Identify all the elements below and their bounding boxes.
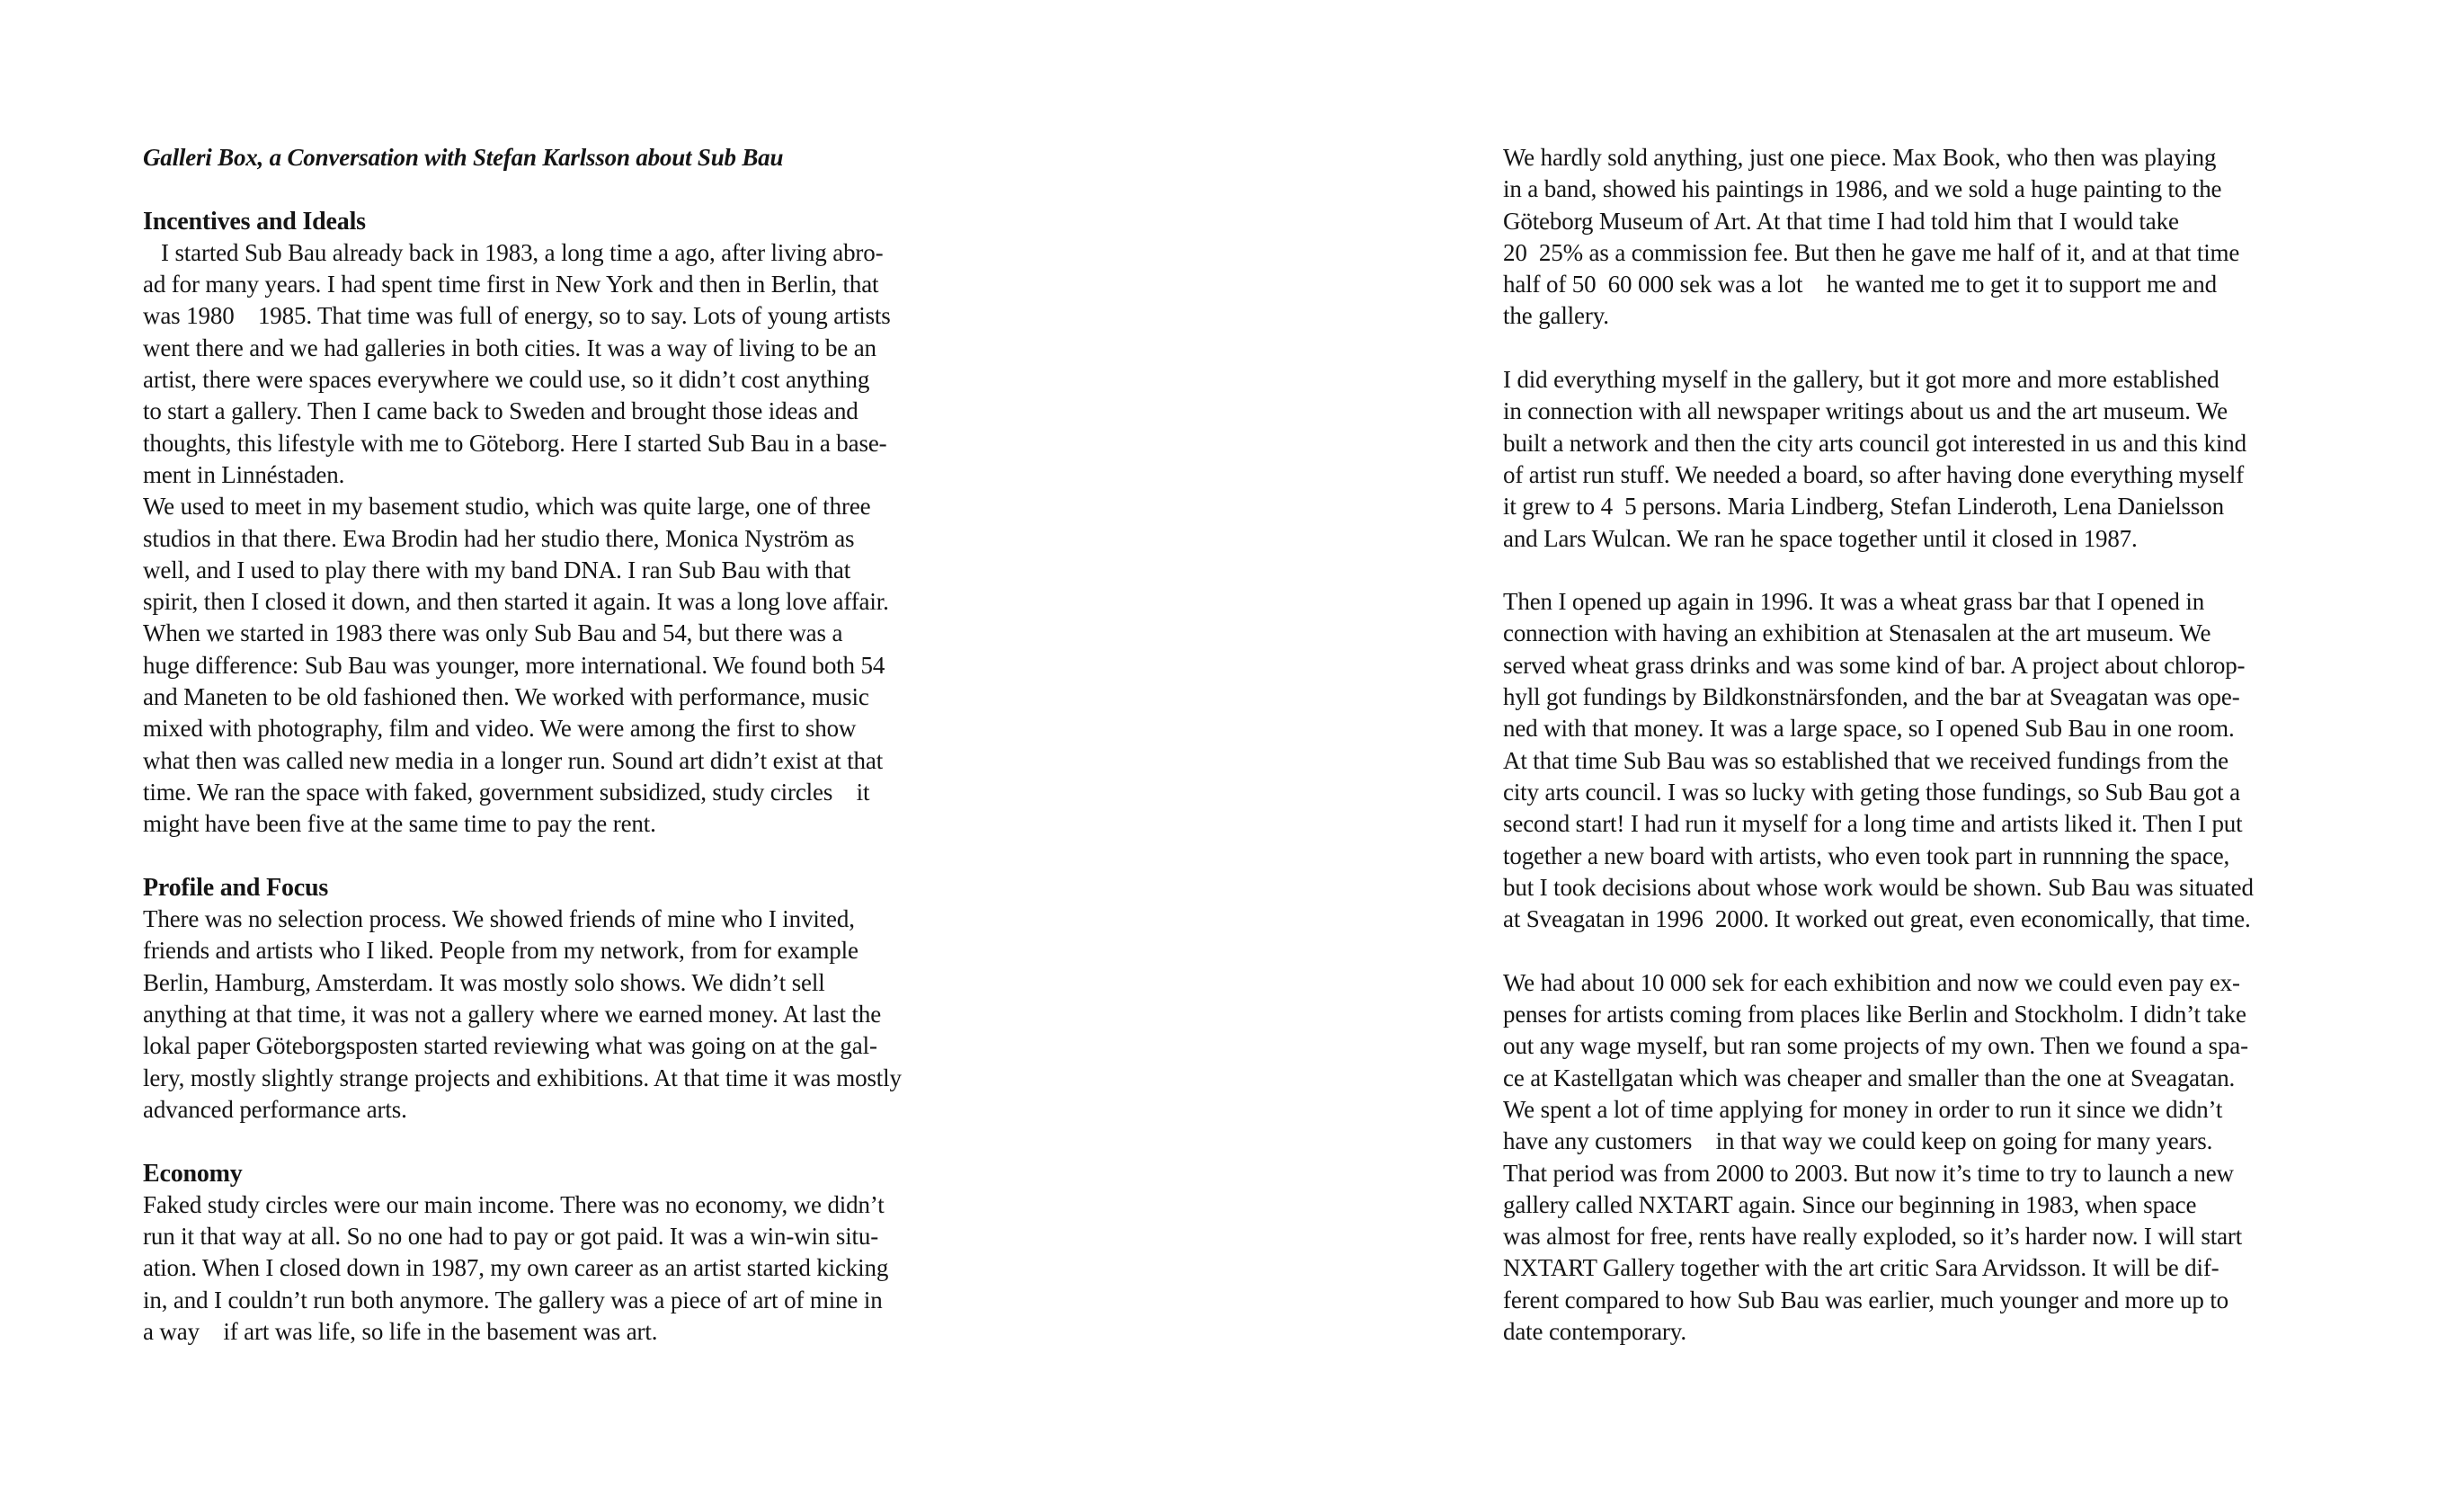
document-title: Galleri Box, a Conversation with Stefan Karlsson about Sub Bau [143, 144, 784, 171]
text-line: hyll got fundings by Bildkonstnärsfonden, and the bar at Sveagatan was ope- [1503, 683, 2240, 711]
text-line: advanced performance arts. [143, 1095, 407, 1123]
text-line: together a new board with artists, who even took part in runnning the space, [1503, 841, 2230, 869]
text-line: I did everything myself in the gallery, but it got more and more established [1503, 366, 2219, 394]
blank-line [1503, 555, 2339, 586]
section-incentives-and-ideals [143, 206, 979, 841]
text-line: We used to meet in my basement studio, which was quite large, one of three [143, 493, 871, 521]
text-line: At that time Sub Bau was so established that we received fundings from the [1503, 746, 2228, 774]
blank-line [143, 174, 979, 205]
text-line: We spent a lot of time applying for money in order to run it since we didn’t [1503, 1095, 2223, 1123]
paragraph-nxtart [1503, 967, 2339, 1349]
text-line: have any customers in that way we could keep on going for many years. [1503, 1127, 2213, 1155]
text-line: lokal paper Göteborgsposten started reviewing what was going on at the gal- [143, 1032, 877, 1060]
section-heading: Profile and Focus [143, 873, 329, 902]
text-line: 20 25% as a commission fee. But then he gave me half of it, and at that time [1503, 238, 2240, 266]
text-line: ned with that money. It was a large space, so I opened Sub Bau in one room. [1503, 715, 2235, 743]
text-line: and Maneten to be old fashioned then. We worked with performance, music [143, 683, 869, 711]
right-page [1232, 0, 2463, 1487]
text-line: built a network and then the city arts council got interested in us and this kind [1503, 429, 2246, 457]
left-column [143, 142, 979, 1348]
text-line: lery, mostly slightly strange projects and exhibitions. At that time it was mostly [143, 1064, 902, 1091]
text-line: well, and I used to play there with my band DNA. I ran Sub Bau with that [143, 556, 851, 583]
text-line: second start! I had run it myself for a long time and artists liked it. Then I put [1503, 810, 2243, 838]
text-line: but I took decisions about whose work would be shown. Sub Bau was situated [1503, 873, 2254, 901]
text-line: Faked study circles were our main income. There was no economy, we didn’t [143, 1190, 885, 1218]
text-line: Berlin, Hamburg, Amsterdam. It was mostly solo shows. We didn’t sell [143, 968, 825, 996]
text-line: went there and we had galleries in both cities. It was a way of living to be an [143, 334, 876, 361]
text-line: artist, there were spaces everywhere we could use, so it didn’t cost anything [143, 366, 870, 394]
text-line: a way if art was life, so life in the basement was art. [143, 1317, 658, 1345]
text-line: ce at Kastellgatan which was cheaper and smaller than the one at Sveagatan. [1503, 1064, 2236, 1091]
text-line: date contemporary. [1503, 1317, 1686, 1345]
text-line: in, and I couldn’t run both anymore. The gallery was a piece of art of mine in [143, 1286, 883, 1313]
text-line: city arts council. I was so lucky with geting those fundings, so Sub Bau got a [1503, 778, 2240, 806]
text-line: was 1980 1985. That time was full of energy, so to say. Lots of young artists [143, 302, 891, 330]
blank-line [1503, 935, 2339, 966]
paragraph-board [1503, 364, 2339, 555]
text-line: ferent compared to how Sub Bau was earlier, much younger and more up to [1503, 1286, 2229, 1313]
text-line: connection with having an exhibition at Stenasalen at the art museum. We [1503, 619, 2211, 647]
text-line: There was no selection process. We showed friends of mine who I invited, [143, 905, 855, 933]
text-line: spirit, then I closed it down, and then started it again. It was a long love affair. [143, 588, 889, 616]
text-line: served wheat grass drinks and was some kind of bar. A project about chlorop- [1503, 651, 2246, 679]
text-line: time. We ran the space with faked, government subsidized, study circles it [143, 778, 870, 806]
text-line: We hardly sold anything, just one piece. Max Book, who then was playing [1503, 144, 2217, 171]
text-line: gallery called NXTART again. Since our beginning in 1983, when space [1503, 1190, 2197, 1218]
text-line: When we started in 1983 there was only Sub Bau and 54, but there was a [143, 619, 843, 647]
section-body [143, 237, 979, 841]
text-line: it grew to 4 5 persons. Maria Lindberg, Stefan Linderoth, Lena Danielsson [1503, 493, 2224, 521]
text-line: to start a gallery. Then I came back to Sweden and brought those ideas and [143, 397, 858, 425]
blank-line [1503, 333, 2339, 364]
text-line: Göteborg Museum of Art. At that time I had told him that I would take [1503, 207, 2179, 235]
text-line: anything at that time, it was not a gallery where we earned money. At last the [143, 1001, 882, 1028]
text-line: We had about 10 000 sek for each exhibition and now we could even pay ex- [1503, 968, 2240, 996]
text-line: mixed with photography, film and video. We were among the first to show [143, 715, 857, 743]
section-body [143, 1189, 979, 1348]
text-line: in a band, showed his paintings in 1986, and we sold a huge painting to the [1503, 175, 2222, 203]
blank-line [143, 841, 979, 872]
text-line: what then was called new media in a longer run. Sound art didn’t exist at that [143, 746, 884, 774]
text-line: I started Sub Bau already back in 1983, a long time a ago, after living abro- [161, 238, 884, 266]
paragraph-sales [1503, 142, 2339, 333]
section-body [143, 904, 979, 1126]
text-line: at Sveagatan in 1996 2000. It worked out great, even economically, that time. [1503, 905, 2251, 933]
section-heading: Incentives and Ideals [143, 207, 366, 236]
text-line: huge difference: Sub Bau was younger, more international. We found both 54 [143, 651, 885, 679]
text-line: Then I opened up again in 1996. It was a wheat grass bar that I opened in [1503, 588, 2205, 616]
section-profile-and-focus [143, 872, 979, 1126]
text-line: of artist run stuff. We needed a board, so after having done everything myself [1503, 460, 2245, 488]
text-line: and Lars Wulcan. We ran he space together until it closed in 1987. [1503, 524, 2138, 552]
text-line: studios in that there. Ewa Brodin had her studio there, Monica Nyström as [143, 524, 855, 552]
text-line: the gallery. [1503, 302, 1609, 330]
text-line: NXTART Gallery together with the art critic Sara Arvidsson. It will be dif- [1503, 1254, 2219, 1282]
text-line: friends and artists who I liked. People from my network, from for example [143, 937, 858, 965]
section-heading: Economy [143, 1159, 243, 1188]
text-line: ment in Linnéstaden. [143, 460, 345, 488]
blank-line [143, 1126, 979, 1157]
paragraph-reopening [1503, 586, 2339, 935]
text-line: out any wage myself, but ran some projects of my own. Then we found a spa- [1503, 1032, 2248, 1060]
text-line: half of 50 60 000 sek was a lot he wanted me to get it to support me and [1503, 271, 2217, 298]
text-line: run it that way at all. So no one had to pay or got paid. It was a win-win situ- [143, 1223, 879, 1251]
text-line: That period was from 2000 to 2003. But now it’s time to try to launch a new [1503, 1159, 2234, 1187]
text-line: ation. When I closed down in 1987, my own career as an artist started kicking [143, 1254, 889, 1282]
section-economy [143, 1158, 979, 1349]
text-line: might have been five at the same time to pay the rent. [143, 810, 656, 838]
text-line: thoughts, this lifestyle with me to Göteborg. Here I started Sub Bau in a base- [143, 429, 887, 457]
text-line: ad for many years. I had spent time first in New York and then in Berlin, that [143, 271, 879, 298]
text-line: in connection with all newspaper writings about us and the art museum. We [1503, 397, 2228, 425]
right-column [1503, 142, 2339, 1348]
text-line: was almost for free, rents have really exploded, so it’s harder now. I will start [1503, 1223, 2243, 1251]
text-line: penses for artists coming from places like Berlin and Stockholm. I didn’t take [1503, 1001, 2246, 1028]
